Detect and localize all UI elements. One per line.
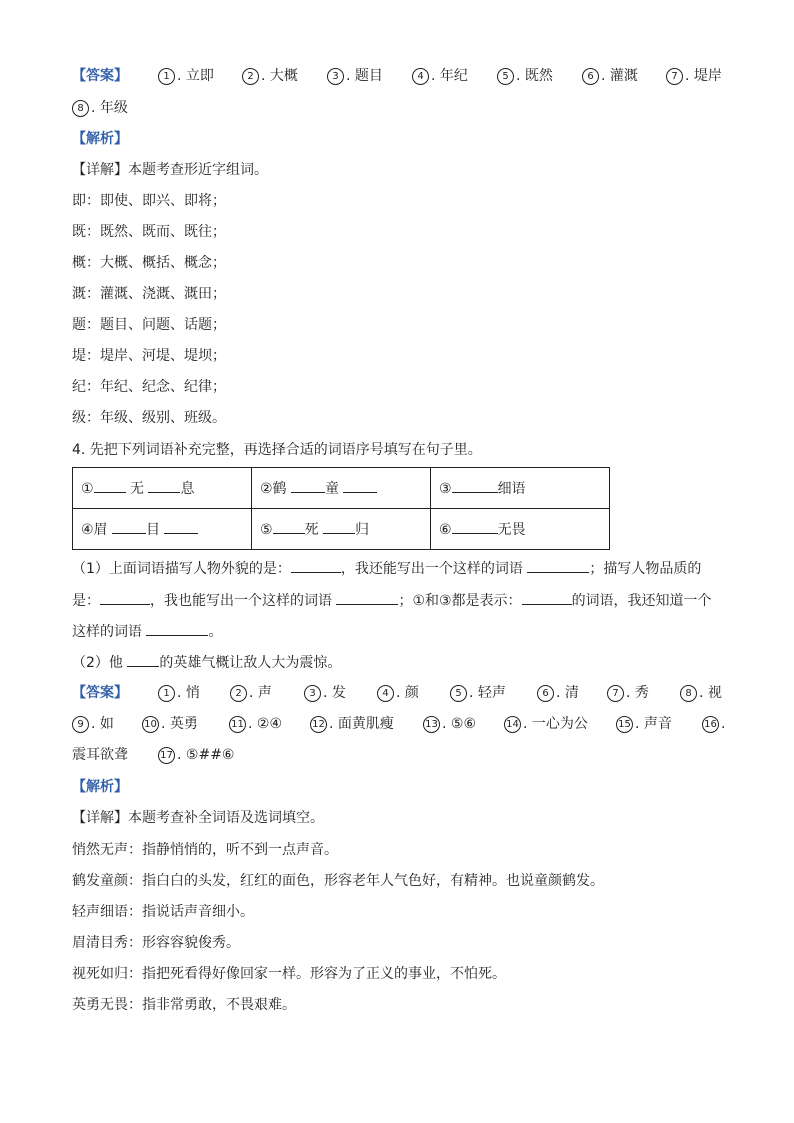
word-group: 溉：灌溉、浇溉、溉田； [72, 286, 226, 302]
answer-item: 15 . 声音 [616, 714, 672, 734]
word-group: 概：大概、概括、概念； [72, 255, 226, 271]
word-group: 级：年级、级别、班级。 [72, 410, 226, 426]
answer-row [72, 683, 722, 703]
answer-row [72, 745, 234, 765]
answer-item: 2 . 声 [230, 683, 272, 703]
word-group: 即：即使、即兴、即将； [72, 193, 226, 209]
answer-item: 16 . [702, 714, 725, 734]
circled-number: 5 [450, 685, 467, 702]
answer-item: 1 . 悄 [158, 683, 200, 703]
answer-row [72, 66, 722, 86]
answer-item: 12 . 面黄肌瘦 [310, 714, 394, 734]
answer-tag: 【答案】 [72, 68, 128, 84]
circled-number: 11 [229, 716, 246, 733]
word-group: 既：既然、既而、既往； [72, 224, 226, 240]
circled-number: 7 [607, 685, 624, 702]
circled-number: 1 [158, 685, 175, 702]
circled-number: 15 [616, 716, 633, 733]
circled-number: 12 [310, 716, 327, 733]
circled-number: 10 [142, 716, 159, 733]
table-cell: ⑤ 死 归 [252, 509, 431, 550]
answer-item: 8 . 视 [680, 683, 722, 703]
table-cell: ① 无 息 [73, 468, 252, 509]
answer-item: 4 . 年纪 [412, 66, 468, 86]
analysis-tag: 【解析】 [72, 779, 128, 795]
word-group: 堤：堤岸、河堤、堤坝； [72, 348, 226, 364]
circled-number: 4 [377, 685, 394, 702]
answer-item: 11 . ②④ [229, 714, 282, 734]
answer-continuation: 震耳欲聋 [72, 747, 128, 763]
table-row [73, 509, 610, 550]
circled-number: 8 [680, 685, 697, 702]
table-cell: ⑥ 无畏 [431, 509, 610, 550]
table-cell: ④眉 目 [73, 509, 252, 550]
circled-number: 16 [702, 716, 719, 733]
circled-number: 17 [158, 747, 175, 764]
table-cell: ③ 细语 [431, 468, 610, 509]
sub-question-1: （1）上面词语描写人物外貌的是： ，我还能写出一个这样的词语 ；描写人物品质的 [72, 558, 701, 579]
circled-number: 4 [412, 68, 429, 85]
definition-line: 鹤发童颜：指白白的头发，红红的面色，形容老年人气色好，有精神。也说童颜鹤发。 [72, 873, 604, 889]
answer-row [72, 714, 726, 734]
circled-number: 14 [504, 716, 521, 733]
circled-number: 7 [666, 68, 683, 85]
answer-item: 5 . 轻声 [450, 683, 506, 703]
answer-item: 6 . 清 [537, 683, 579, 703]
circled-number: 3 [327, 68, 344, 85]
detail-line: 【详解】本题考查补全词语及选词填空。 [72, 810, 324, 826]
definition-line: 视死如归：指把死看得好像回家一样。形容为了正义的事业，不怕死。 [72, 966, 506, 982]
answer-item: 7 . 秀 [607, 683, 649, 703]
answer-item: 7 . 堤岸 [666, 66, 722, 86]
answer-item: 9 . 如 [72, 714, 114, 734]
definition-line: 眉清目秀：形容容貌俊秀。 [72, 935, 240, 951]
table-row [73, 468, 610, 509]
answer-item: 4 . 颜 [377, 683, 419, 703]
circled-number: 3 [304, 685, 321, 702]
answer-item: 17 . ⑤##⑥ [158, 747, 234, 763]
definition-line: 悄然无声：指静悄悄的，听不到一点声音。 [72, 842, 338, 858]
answer-item: 3 . 发 [304, 683, 346, 703]
definition-line: 轻声细语：指说话声音细小。 [72, 904, 254, 920]
table-cell: ②鹤 童 [252, 468, 431, 509]
detail-line: 【详解】本题考查形近字组词。 [72, 162, 268, 178]
word-group: 题：题目、问题、话题； [72, 317, 226, 333]
analysis-tag: 【解析】 [72, 131, 128, 147]
circled-number: 6 [537, 685, 554, 702]
circled-number: 9 [72, 716, 89, 733]
circled-number: 2 [242, 68, 259, 85]
definition-line: 英勇无畏：指非常勇敢，不畏艰难。 [72, 997, 296, 1013]
circled-number: 13 [423, 716, 440, 733]
answer-item: 6 . 灌溉 [582, 66, 638, 86]
sub-question-2: （2）他 的英雄气概让敌人大为震惊。 [72, 652, 341, 673]
circled-number: 6 [582, 68, 599, 85]
circled-number: 2 [230, 685, 247, 702]
answer-tag: 【答案】 [72, 685, 128, 701]
sub-question-1: 这样的词语 。 [72, 621, 222, 642]
answer-item: 14 . 一心为公 [504, 714, 588, 734]
answer-item: 10 . 英勇 [142, 714, 198, 734]
answer-item: 13 . ⑤⑥ [423, 714, 476, 734]
answer-item: 3 . 题目 [327, 66, 383, 86]
circled-number: 8 [72, 100, 89, 117]
word-table [72, 467, 610, 550]
circled-number: 5 [497, 68, 514, 85]
word-group: 纪：年纪、纪念、纪律； [72, 379, 226, 395]
question-stem: 4. 先把下列词语补充完整，再选择合适的词语序号填写在句子里。 [72, 442, 482, 458]
answer-item: 8 . 年级 [72, 98, 128, 118]
answer-item: 2 . 大概 [242, 66, 298, 86]
answer-item: 1 . 立即 [158, 66, 214, 86]
circled-number: 1 [158, 68, 175, 85]
sub-question-1: 是： ，我也能写出一个这样的词语 ；①和③都是表示： 的词语，我还知道一个 [72, 590, 712, 611]
answer-item: 5 . 既然 [497, 66, 553, 86]
